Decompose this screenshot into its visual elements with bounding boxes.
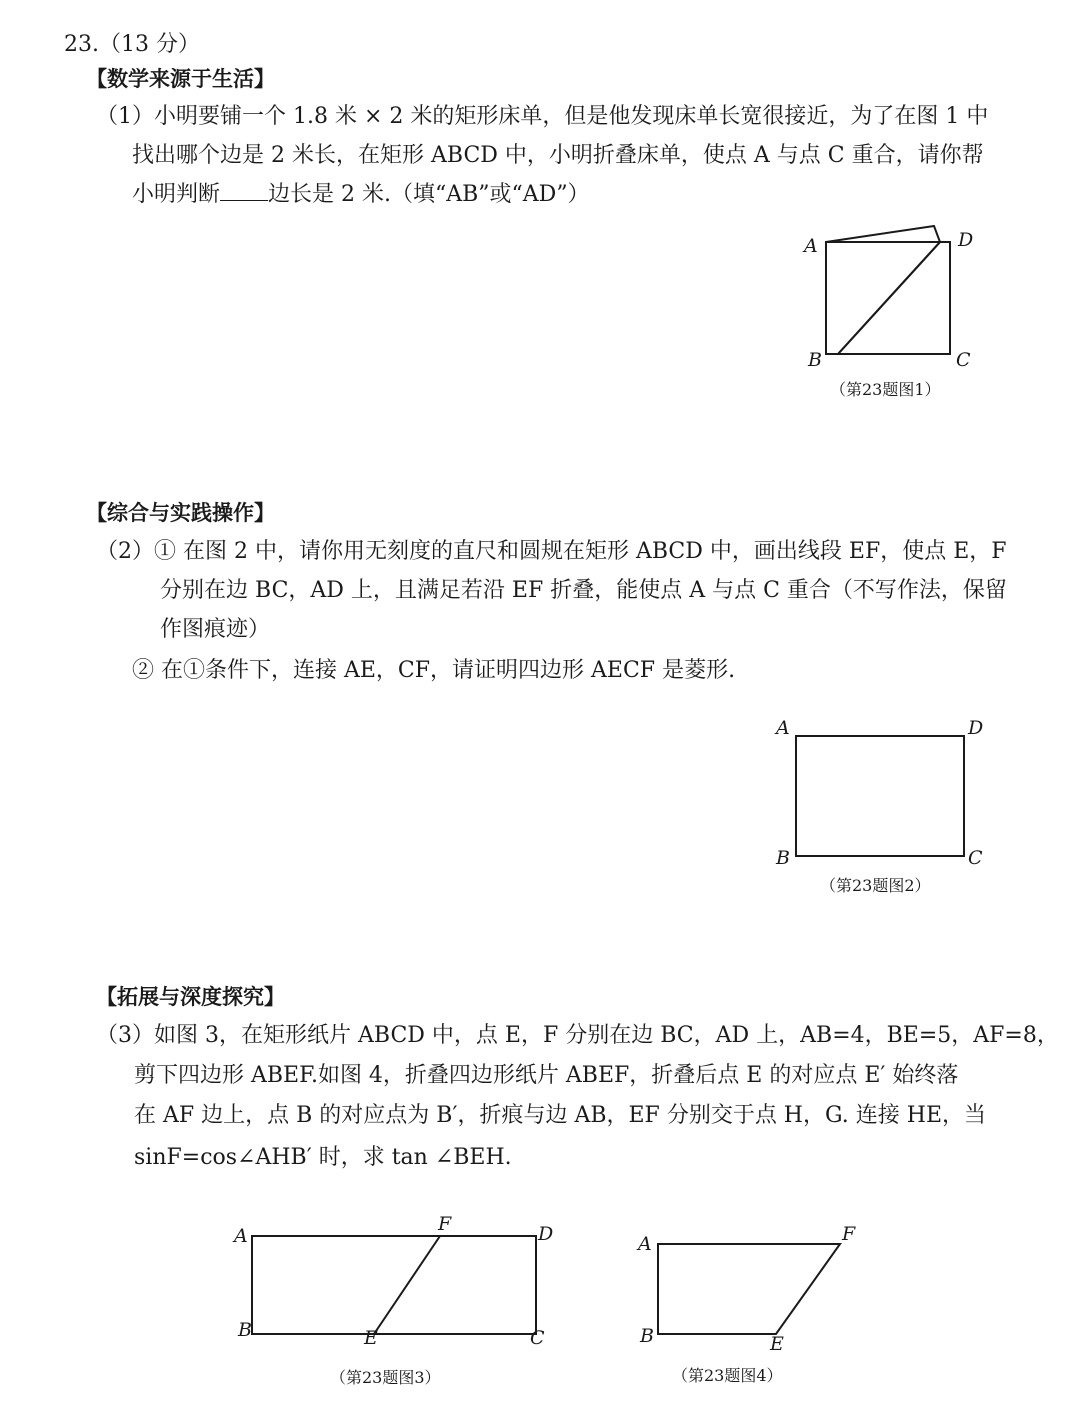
part1-line1: （1）小明要铺一个 1.8 米 × 2 米的矩形床单，但是他发现床单长宽很接近，为了在图 1 中 (96, 104, 989, 129)
problem-number-label: 23. (64, 32, 99, 57)
part1-line3-before: 小明判断 (132, 182, 221, 207)
part2-line2: 分别在边 BC，AD 上，且满足若沿 EF 折叠，能使点 A 与点 C 重合（不写作法，保留 (160, 578, 1007, 603)
fig3-label-c: C (530, 1327, 545, 1349)
fig4-label-f: F (842, 1223, 856, 1245)
fig3-label-b: B (238, 1319, 252, 1341)
part3-line1: （3）如图 3，在矩形纸片 ABCD 中，点 E，F 分别在边 BC，AD 上，AB=4，BE=5，AF=8， (96, 1023, 1059, 1048)
fig2-label-c: C (968, 847, 983, 869)
section-title-explore: 【拓展与深度探究】 (96, 984, 285, 1009)
part2-line3: 作图痕迹） (160, 617, 271, 642)
part3-line3: 在 AF 边上，点 B 的对应点为 B′，折痕与边 AB，EF 分别交于点 H，G. 连接 HE，当 (134, 1103, 987, 1128)
figure-4 (630, 1218, 870, 1358)
figure-1-caption: （第23题图1） (830, 380, 941, 399)
fig2-rectangle (796, 736, 964, 856)
fig3-label-f: F (438, 1213, 452, 1235)
part1-line3 (132, 180, 590, 210)
fig3-label-a: A (234, 1225, 248, 1247)
problem-number (64, 30, 200, 60)
part2-line4: ② 在①条件下，连接 AE，CF，请证明四边形 AECF 是菱形. (132, 658, 736, 683)
fig3-label-e: E (364, 1327, 378, 1349)
part3-line4: sinF=cos∠AHB′ 时，求 tan ∠BEH. (134, 1145, 512, 1170)
fig4-quadrilateral (658, 1244, 840, 1334)
figure-2 (770, 710, 990, 870)
fig1-folded-flap (826, 226, 940, 354)
fig1-label-a: A (804, 235, 818, 257)
fig1-label-c: C (956, 349, 971, 371)
fig3-segment-ef (374, 1236, 440, 1334)
figure-1 (790, 220, 990, 380)
section-title-practice: 【综合与实践操作】 (86, 500, 275, 525)
fig1-label-b: B (808, 349, 822, 371)
fig4-label-a: A (638, 1233, 652, 1255)
fig2-label-b: B (776, 847, 790, 869)
fig4-label-e: E (770, 1333, 784, 1355)
fig1-fold-line (838, 242, 940, 354)
fig3-label-d: D (538, 1223, 554, 1245)
figure-2-caption: （第23题图2） (820, 876, 931, 895)
part3-line2: 剪下四边形 ABEF.如图 4，折叠四边形纸片 ABEF，折叠后点 E 的对应点 E′ 始终落 (134, 1063, 959, 1088)
figure-4-caption: （第23题图4） (672, 1366, 783, 1385)
part2-line1: （2）① 在图 2 中，请你用无刻度的直尺和圆规在矩形 ABCD 中，画出线段 EF，使点 E，F (96, 539, 1007, 564)
problem-score: （13 分） (99, 32, 200, 57)
figure-3-caption: （第23题图3） (330, 1368, 441, 1387)
part1-line3-after: 边长是 2 米.（填“AB”或“AD”） (268, 182, 590, 207)
fig1-label-d: D (958, 229, 974, 251)
figure-3 (230, 1210, 570, 1360)
part1-line2: 找出哪个边是 2 米长，在矩形 ABCD 中，小明折叠床单，使点 A 与点 C 重合，请你帮 (132, 143, 984, 168)
fig2-label-d: D (968, 717, 984, 739)
section-title-life: 【数学来源于生活】 (86, 66, 275, 91)
fig3-rectangle (252, 1236, 536, 1334)
fig2-label-a: A (776, 717, 790, 739)
fig4-label-b: B (640, 1325, 654, 1347)
answer-blank[interactable] (220, 180, 268, 201)
